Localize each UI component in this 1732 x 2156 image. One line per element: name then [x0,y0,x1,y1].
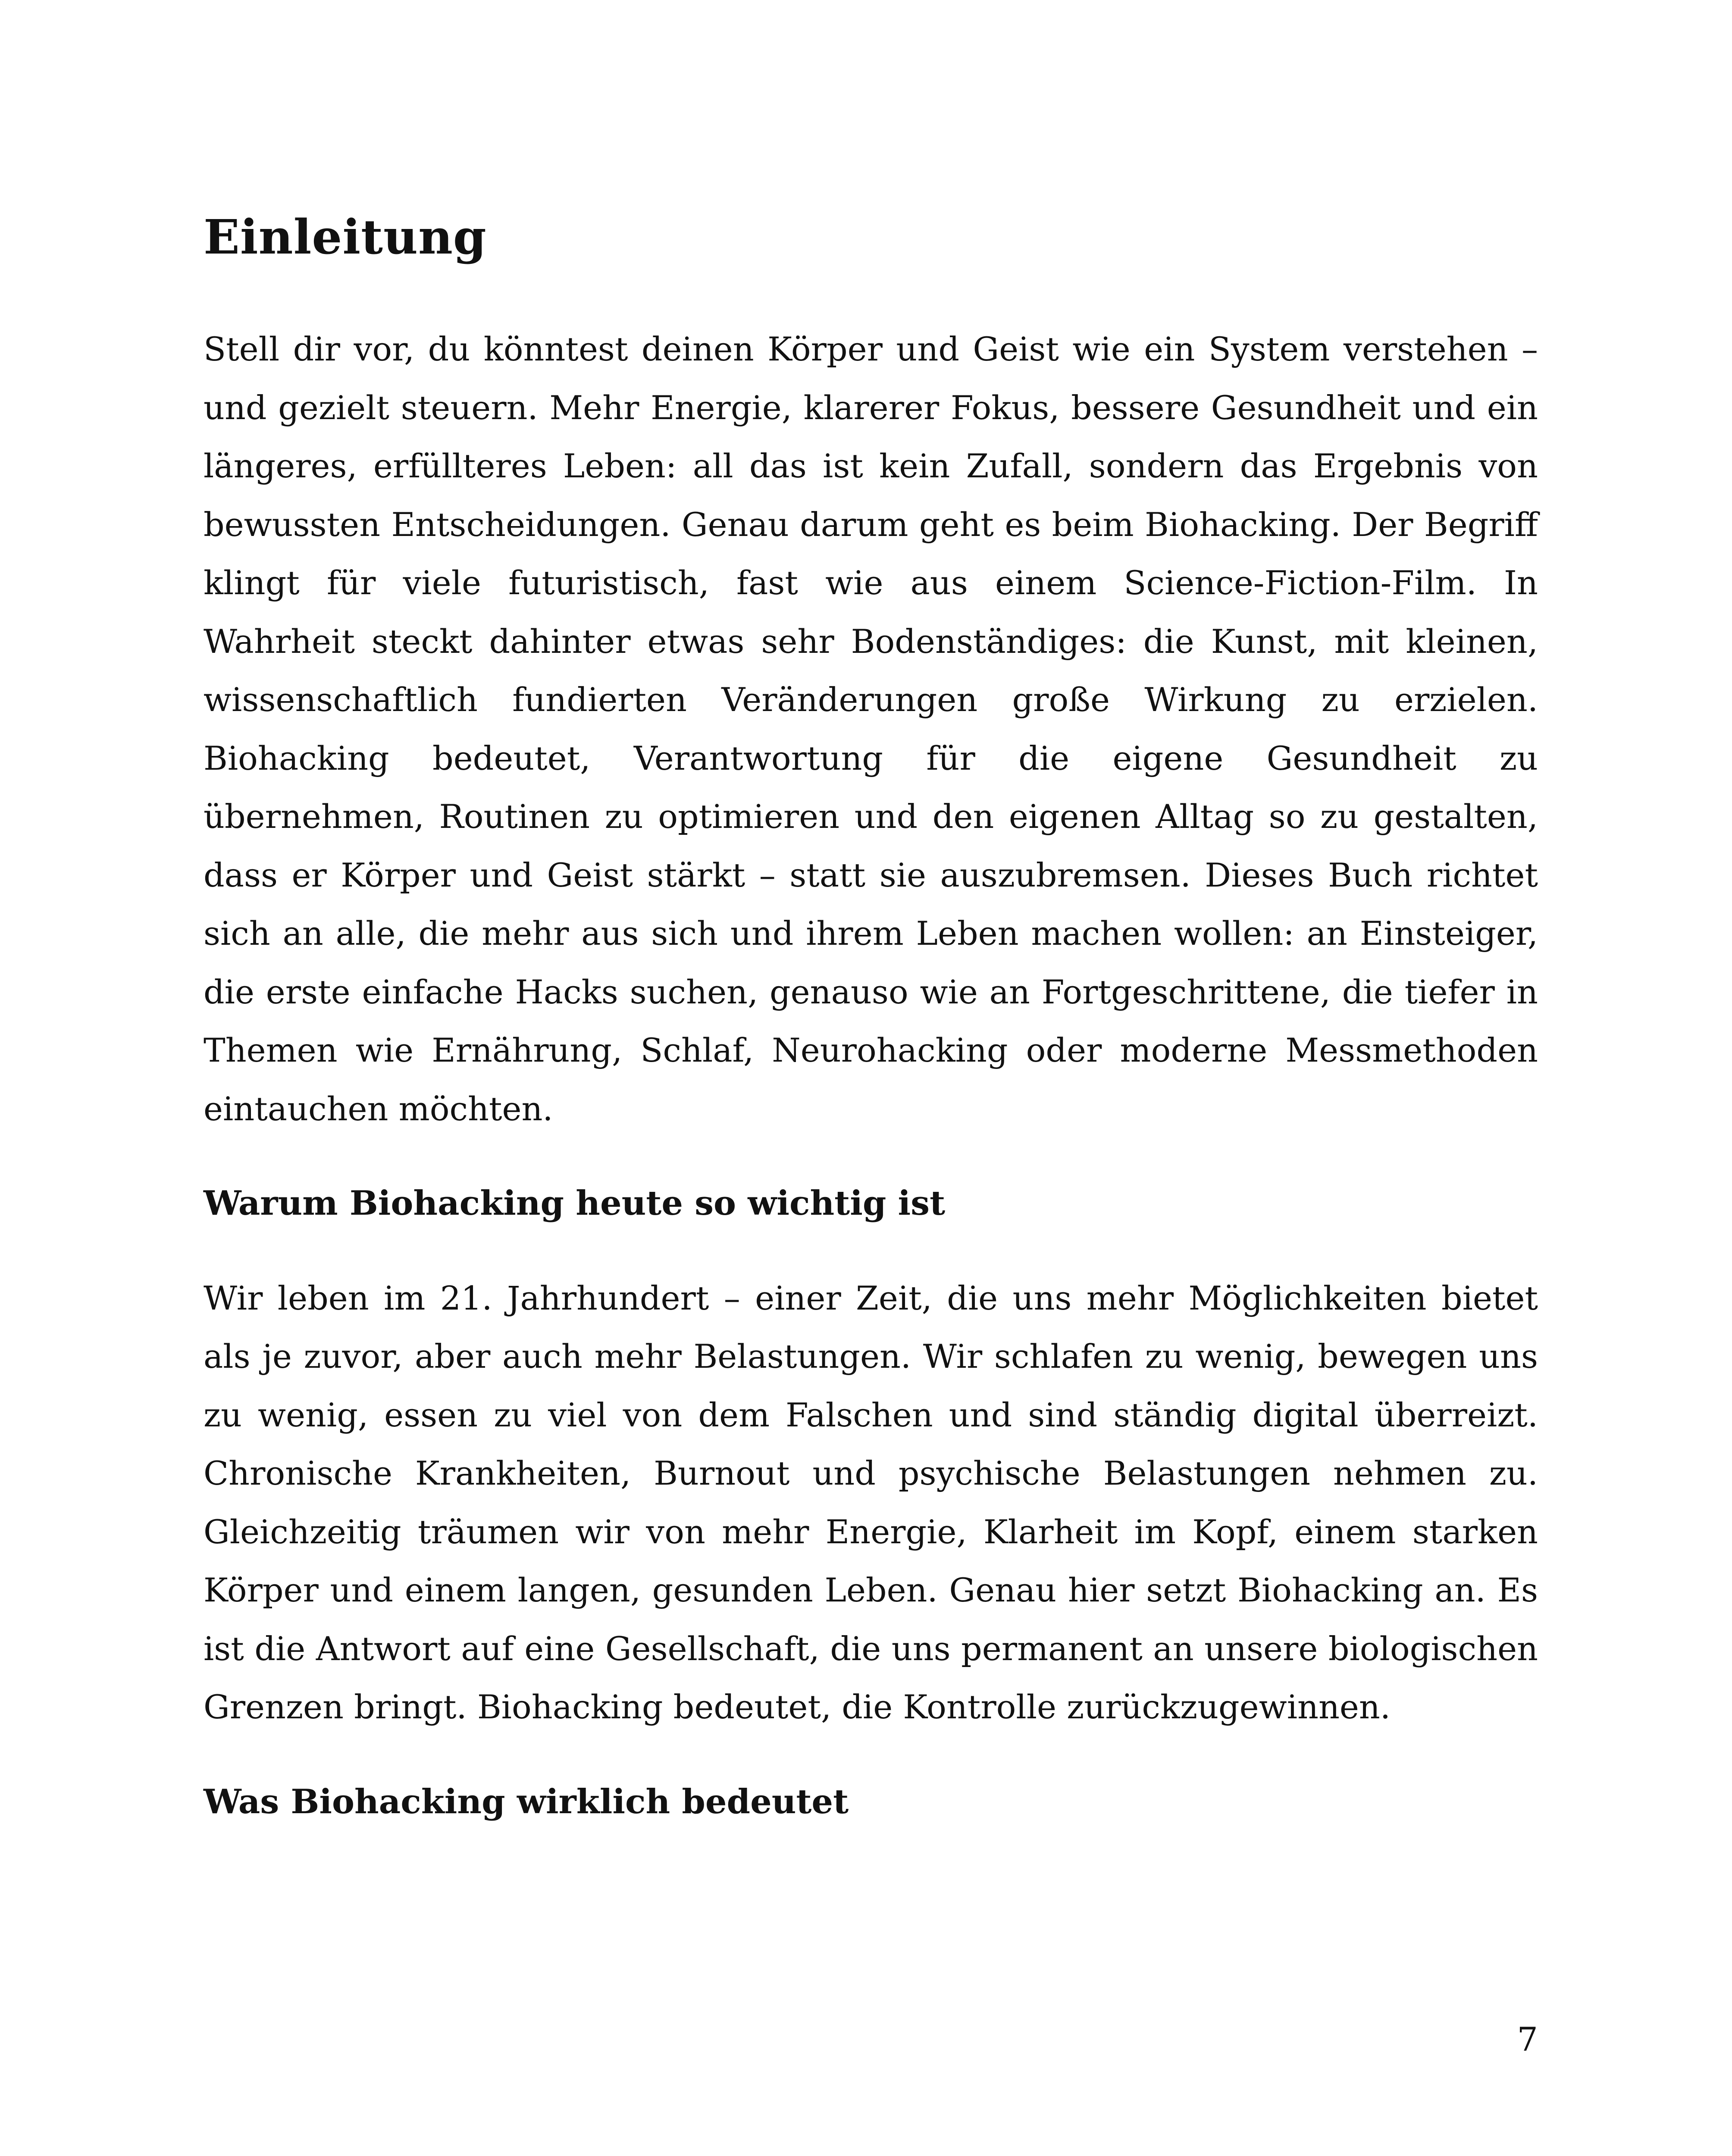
intro-paragraph: Stell dir vor, du könntest deinen Körper und Geist wie ein System verstehen – und gezielt steuern. Mehr Energie, klarerer Fokus, bessere Gesundheit und ein längeres, erfüllteres Leben: all das ist kein Zufall, sondern das Ergebnis von bewussten Entscheidungen. Genau darum geht es beim Biohacking. Der Begriff klingt für viele futuristisch, fast wie aus einem Science-Fiction-Film. In Wahrheit steckt dahinter etwas sehr Bodenständiges: die Kunst, mit kleinen, wissenschaftlich fundierten Veränderungen große Wirkung zu erzielen. Biohacking bedeutet, Verantwortung für die eigene Gesundheit zu übernehmen, Routinen zu optimieren und den eigenen Alltag so zu gestalten, dass er Körper und Geist stärkt – statt sie auszubremsen. Dieses Buch richtet sich an alle, die mehr aus sich und ihrem Leben machen wollen: an Einsteiger, die erste einfache Hacks suchen, genauso wie an Fortgeschrittene, die tiefer in Themen wie Ernährung, Schlaf, Neurohacking oder moderne Messmethoden eintauchen möchten. [204,330,1538,1128]
chapter-title: Einleitung [204,209,487,265]
page-content [204,203,1538,1831]
why-biohacking-paragraph: Wir leben im 21. Jahrhundert – einer Zeit, die uns mehr Möglichkeiten bietet als je zuvor, aber auch mehr Belastungen. Wir schlafen zu wenig, bewegen uns zu wenig, essen zu viel von dem Falschen und sind ständig digital überreizt. Chronische Krankheiten, Burnout und psychische Belastungen nehmen zu. Gleichzeitig träumen wir von mehr Energie, Klarheit im Kopf, einem starken Körper und einem langen, gesunden Leben. Genau hier setzt Biohacking an. Es ist die Antwort auf eine Gesellschaft, die uns permanent an unsere biologischen Grenzen bringt. Biohacking bedeutet, die Kontrolle zurückzugewinnen. [204,1279,1538,1726]
page-number: 7 [1517,2020,1538,2059]
section-heading-what-biohacking-means: Was Biohacking wirklich bedeutet [204,1782,849,1821]
section-heading-why-biohacking: Warum Biohacking heute so wichtig ist [204,1184,946,1223]
